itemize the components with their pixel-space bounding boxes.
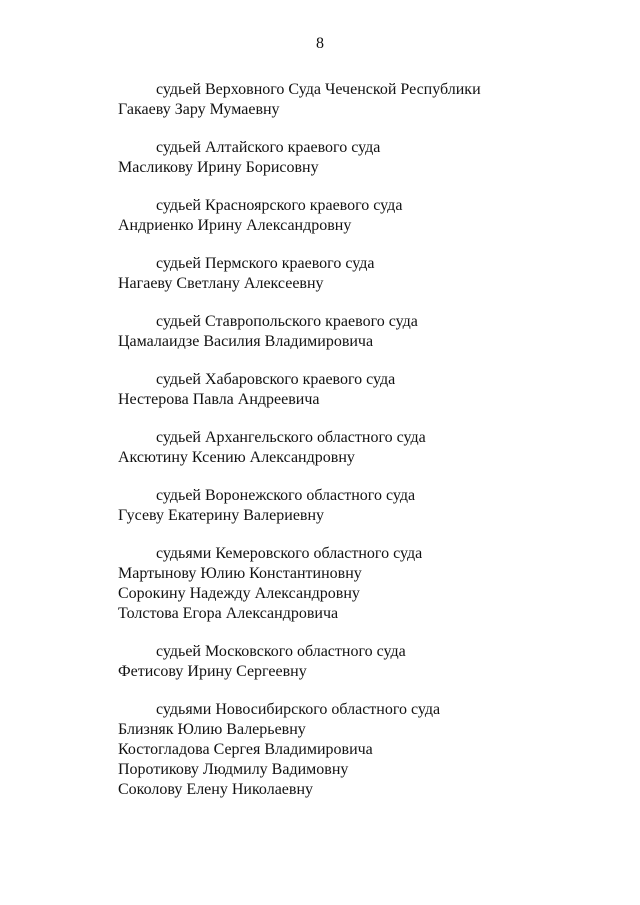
judge-name: Фетисову Ирину Сергеевну <box>118 663 307 680</box>
court-line: судьей Алтайского краевого суда <box>156 139 381 156</box>
judge-name: Костогладова Сергея Владимировича <box>118 741 373 758</box>
appointment-entry <box>118 428 618 468</box>
appointment-list <box>118 80 618 800</box>
appointment-entry <box>118 700 618 800</box>
court-line: судьями Новосибирского областного суда <box>156 701 441 718</box>
judge-name: Поротикову Людмилу Вадимовну <box>118 761 349 778</box>
appointment-entry <box>118 642 618 682</box>
judge-name: Масликову Ирину Борисовну <box>118 159 319 176</box>
court-line: судьей Архангельского областного суда <box>156 429 426 446</box>
judge-name: Сорокину Надежду Александровну <box>118 585 360 602</box>
page-number: 8 <box>316 35 324 52</box>
judge-name: Нагаеву Светлану Алексеевну <box>118 275 324 292</box>
judge-name: Гусеву Екатерину Валериевну <box>118 507 325 524</box>
appointment-entry <box>118 370 618 410</box>
court-line: судьей Ставропольского краевого суда <box>156 313 418 330</box>
court-line: судьей Московского областного суда <box>156 643 406 660</box>
court-line: судьей Пермского краевого суда <box>156 255 375 272</box>
court-line: судьей Хабаровского краевого суда <box>156 371 396 388</box>
judge-name: Андриенко Ирину Александровну <box>118 217 352 234</box>
appointment-entry <box>118 254 618 294</box>
court-line: судьями Кемеровского областного суда <box>156 545 423 562</box>
court-line: судьей Красноярского краевого суда <box>156 197 403 214</box>
judge-name: Толстова Егора Александровича <box>118 605 339 622</box>
judge-name: Близняк Юлию Валерьевну <box>118 721 306 738</box>
appointment-entry <box>118 196 618 236</box>
judge-name: Гакаеву Зару Мумаевну <box>118 101 280 118</box>
appointment-entry <box>118 138 618 178</box>
court-line: судьей Воронежского областного суда <box>156 487 416 504</box>
judge-name: Цамалаидзе Василия Владимировича <box>118 333 374 350</box>
judge-name: Соколову Елену Николаевну <box>118 781 314 798</box>
court-line: судьей Верховного Суда Чеченской Республики <box>156 81 481 98</box>
appointment-entry <box>118 486 618 526</box>
appointment-entry <box>118 312 618 352</box>
appointment-entry <box>118 80 618 120</box>
appointment-entry <box>118 544 618 624</box>
judge-name: Нестерова Павла Андреевича <box>118 391 320 408</box>
judge-name: Аксютину Ксению Александровну <box>118 449 355 466</box>
judge-name: Мартынову Юлию Константиновну <box>118 565 362 582</box>
